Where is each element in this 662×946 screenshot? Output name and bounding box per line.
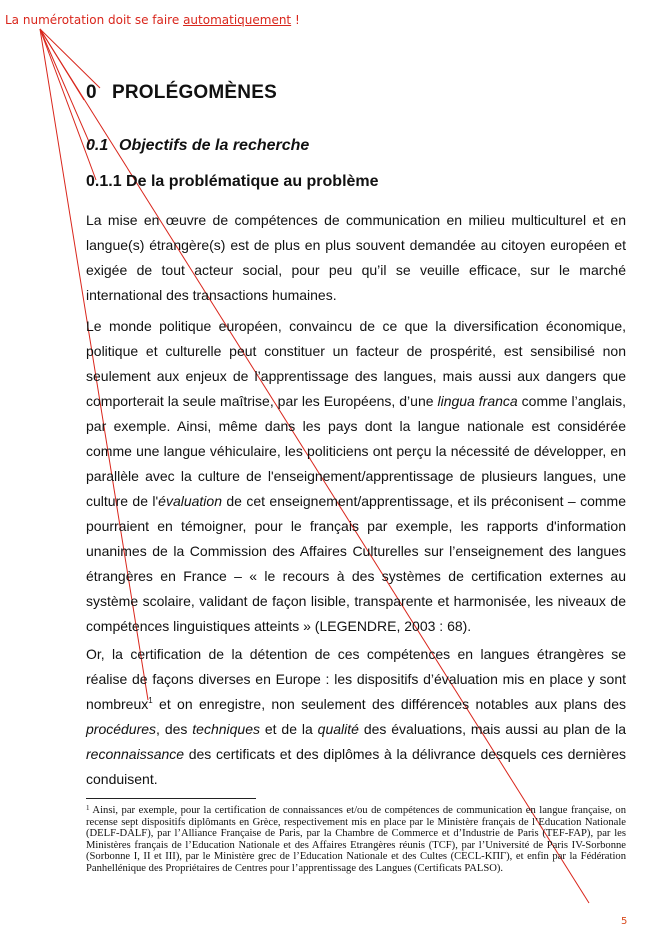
body-paragraph-2 — [86, 314, 626, 639]
pointer-line-heading1 — [40, 29, 100, 88]
text-run: Or, la certification de la détention de ces compétences en langues étrangères se réalise de façons diverses en Europe : les dispositifs d’évaluation mis en place y sont nombreux — [86, 646, 626, 712]
heading-title: Objectifs de la recherche — [119, 137, 310, 154]
text-run: , des — [156, 721, 193, 737]
italic-term: reconnaissance — [86, 746, 185, 762]
italic-term: techniques — [192, 721, 260, 737]
text-run: des certificats et des diplômes à la délivrance desquels ces dernières conduisent. — [86, 746, 626, 787]
review-annotation — [5, 13, 300, 27]
footnote-separator — [86, 798, 256, 799]
pointer-line-heading3 — [40, 29, 96, 180]
italic-term: procédures — [86, 721, 157, 737]
heading-level-1 — [86, 82, 277, 104]
footnote — [86, 805, 626, 875]
heading-number: 0.1 — [86, 137, 109, 154]
text-run: Le monde politique européen, convaincu de ce que la diversification économique, politique et culturelle peut constituer un facteur de prospérité, est sensibilisé non seulement aux enjeux de l’apprentissage des langues, mais aussi aux dangers que comporterait la seule maîtrise, par les Européens, d’une — [86, 318, 626, 409]
body-paragraph-1: La mise en œuvre de compétences de communication en milieu multiculturel et en langue(s) étrangère(s) est de plus en plus souvent demandée au citoyen européen et exigée de tout acteur social, pour peu qu’il se veuille efficace, sur le marché international des transactions humaines. — [86, 212, 626, 303]
text-run: de cet enseignement/apprentissage, et ils préconisent – comme pourraient en témoigner, pour le français par exemple, les rapports d'information unanimes de la Commission des Affaires Culturelles sur l’enseignement des langues étrangères en France – « le recours à des systèmes de certification externes au système scolaire, validant de façon lisible, transparente et harmonisée, les niveaux de compétences linguistiques atteints » (LEGENDRE, 2003 : 68). — [86, 493, 626, 634]
italic-term: lingua franca — [437, 393, 518, 409]
heading-level-2 — [86, 137, 309, 155]
heading-title: De la problématique au problème — [126, 173, 379, 190]
annotation-text: La numérotation doit se faire — [5, 13, 184, 27]
heading-level-3 — [86, 173, 379, 191]
annotation-underlined-word: automatiquement — [183, 13, 292, 27]
footnote-number: 1 — [86, 804, 90, 812]
heading-title: PROLÉGOMÈNES — [112, 82, 277, 103]
footnote-text: Ainsi, par exemple, pour la certification de connaissances et/ou de compétences de communication en langue française, on recense sept dispositifs diplômants en Grèce, respectivement mis en place par le Ministère français de l’Education Nationale (DELF-DALF), par l’Alliance Française de Paris, par la Chambre de Commerce et d’Industrie de Paris (TEF-FAP), par les Ministères français de l’Education Nationale et des Affaires Etrangères réunis (TCF), par l’Université de Paris IV-Sorbonne (Sorbonne I, II et III), par le Ministère grec de l’Education Nationale et des Cultes (CECL-KПГ), et enfin par la Fédération Panhellénique des Propriétaires de Centres pour l’apprentissage des Langues (Certificats PALSO). — [86, 805, 626, 874]
italic-term: évaluation — [158, 493, 222, 509]
heading-number: 0.1.1 — [86, 173, 122, 190]
page-number: 5 — [621, 916, 628, 927]
annotation-exclamation: ! — [291, 13, 300, 27]
pointer-line-heading1-title — [40, 29, 84, 100]
text-run: des évaluations, mais aussi au plan de la — [358, 721, 627, 737]
heading-number: 0 — [86, 82, 97, 103]
footnote-reference[interactable]: 1 — [148, 696, 153, 705]
text-run: comme l’anglais, par exemple. Ainsi, même dans les pays dont la langue nationale est considérée comme une langue véhiculaire, les politiciens ont perçu la nécessité de développer, en parallèle avec la culture de l'enseignement/apprentissage de plusieurs langues, une culture de l' — [86, 393, 626, 509]
text-run: et on enregistre, non seulement des différences notables aux plans des — [152, 696, 626, 712]
body-paragraph-3 — [86, 642, 626, 792]
text-run: et de la — [260, 721, 318, 737]
pointer-line-heading2 — [40, 29, 90, 144]
italic-term: qualité — [317, 721, 359, 737]
